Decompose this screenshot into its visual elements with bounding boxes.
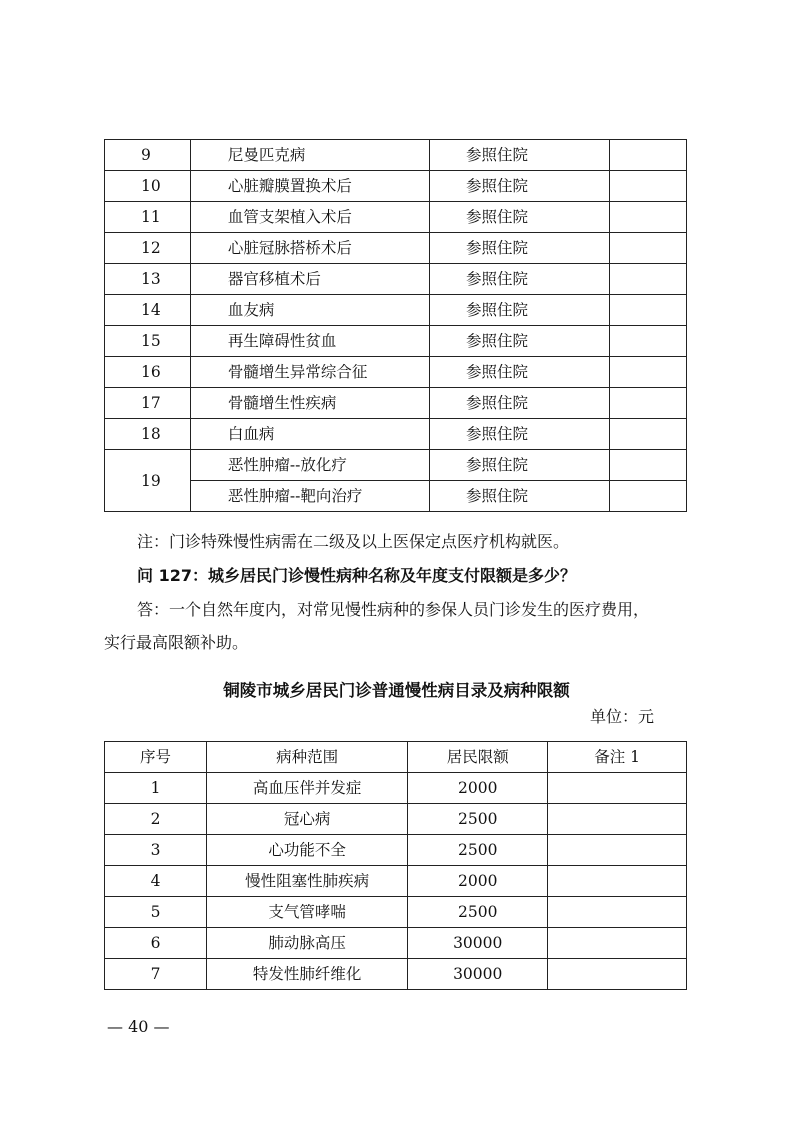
limit-amount: 30000 [408,959,548,990]
table2-title: 铜陵市城乡居民门诊普通慢性病目录及病种限额 [223,681,570,700]
table-row [105,171,687,202]
payment-standard: 参照住院 [429,419,609,450]
question-heading: 问 127：城乡居民门诊慢性病种名称及年度支付限额是多少？ [137,566,576,585]
payment-standard: 参照住院 [429,295,609,326]
disease-name: 血管支架植入术后 [190,202,429,233]
payment-standard: 参照住院 [429,326,609,357]
remark-cell [610,357,687,388]
disease-name: 恶性肿瘤--靶向治疗 [190,481,429,512]
disease-name: 骨髓增生性疾病 [190,388,429,419]
limit-amount: 2000 [408,773,548,804]
chronic-disease-table-body [105,773,687,990]
remark-cell [548,897,687,928]
disease-name: 骨髓增生异常综合征 [190,357,429,388]
payment-standard: 参照住院 [429,264,609,295]
payment-standard: 参照住院 [429,171,609,202]
limit-amount: 30000 [408,928,548,959]
remark-cell [548,866,687,897]
row-number: 14 [105,295,191,326]
payment-standard: 参照住院 [429,233,609,264]
header-name: 病种范围 [207,742,408,773]
header-note: 备注 1 [548,742,687,773]
disease-name: 器官移植术后 [190,264,429,295]
special-disease-table-body [105,140,687,512]
payment-standard: 参照住院 [429,140,609,171]
row-number: 15 [105,326,191,357]
table-row [105,897,687,928]
table-row [105,140,687,171]
table-row [105,866,687,897]
table-row [105,295,687,326]
remark-cell [548,835,687,866]
table-row [105,326,687,357]
remark-cell [548,804,687,835]
page-number: — 40 — [107,1017,170,1036]
disease-name: 心功能不全 [207,835,408,866]
disease-name: 尼曼匹克病 [190,140,429,171]
disease-name: 支气管哮喘 [207,897,408,928]
row-number: 6 [105,928,207,959]
row-number: 1 [105,773,207,804]
payment-standard: 参照住院 [429,388,609,419]
unit-label: 单位：元 [590,707,655,726]
table-row [105,202,687,233]
limit-amount: 2500 [408,804,548,835]
answer-line-2: 实行最高限额补助。 [104,633,249,652]
payment-standard: 参照住院 [429,481,609,512]
remark-cell [610,388,687,419]
table-row [105,419,687,450]
chronic-disease-limit-table [104,741,687,990]
table-row [105,804,687,835]
row-number: 5 [105,897,207,928]
remark-cell [610,140,687,171]
disease-name: 恶性肿瘤--放化疗 [190,450,429,481]
header-limit: 居民限额 [408,742,548,773]
payment-standard: 参照住院 [429,357,609,388]
table-row [105,959,687,990]
row-number: 16 [105,357,191,388]
table-row [105,450,687,481]
remark-cell [610,481,687,512]
answer-line-1: 答：一个自然年度内，对常见慢性病种的参保人员门诊发生的医疗费用， [137,600,650,619]
remark-cell [548,773,687,804]
header-num: 序号 [105,742,207,773]
table-row [105,264,687,295]
table-row [105,928,687,959]
disease-name: 高血压伴并发症 [207,773,408,804]
table-row [105,773,687,804]
payment-standard: 参照住院 [429,202,609,233]
remark-cell [610,233,687,264]
table-note: 注：门诊特殊慢性病需在二级及以上医保定点医疗机构就医。 [137,532,570,551]
row-number: 12 [105,233,191,264]
disease-name: 心脏瓣膜置换术后 [190,171,429,202]
payment-standard: 参照住院 [429,450,609,481]
remark-cell [548,928,687,959]
disease-name: 冠心病 [207,804,408,835]
remark-cell [610,202,687,233]
row-number: 7 [105,959,207,990]
limit-amount: 2500 [408,835,548,866]
row-number: 11 [105,202,191,233]
disease-name: 再生障碍性贫血 [190,326,429,357]
row-number: 18 [105,419,191,450]
disease-name: 肺动脉高压 [207,928,408,959]
disease-name: 特发性肺纤维化 [207,959,408,990]
row-number: 4 [105,866,207,897]
limit-amount: 2500 [408,897,548,928]
row-number: 10 [105,171,191,202]
table-header-row [105,742,687,773]
table-row [105,233,687,264]
disease-name: 血友病 [190,295,429,326]
remark-cell [610,419,687,450]
row-number: 17 [105,388,191,419]
row-number: 19 [105,450,191,512]
disease-name: 慢性阻塞性肺疾病 [207,866,408,897]
table-row [105,357,687,388]
remark-cell [610,171,687,202]
remark-cell [610,326,687,357]
row-number: 3 [105,835,207,866]
row-number: 9 [105,140,191,171]
remark-cell [610,450,687,481]
remark-cell [610,264,687,295]
table-row [105,835,687,866]
special-disease-table [104,139,687,512]
disease-name: 白血病 [190,419,429,450]
remark-cell [610,295,687,326]
table-row [105,481,687,512]
row-number: 13 [105,264,191,295]
row-number: 2 [105,804,207,835]
table-row [105,388,687,419]
remark-cell [548,959,687,990]
disease-name: 心脏冠脉搭桥术后 [190,233,429,264]
limit-amount: 2000 [408,866,548,897]
